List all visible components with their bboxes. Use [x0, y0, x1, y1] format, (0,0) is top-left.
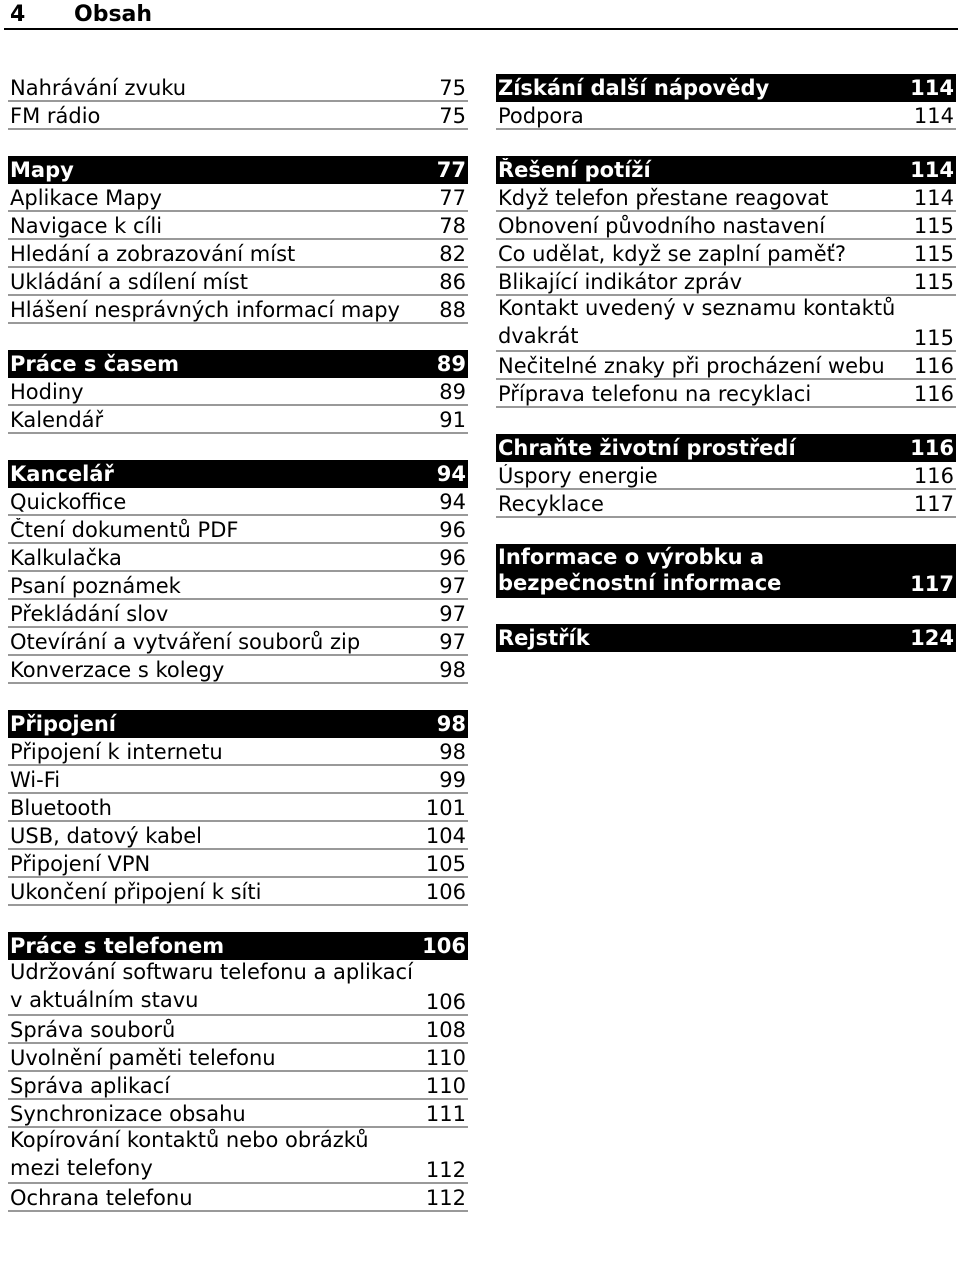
toc-entry-label: Udržování softwaru telefonu a aplikací v aktuálním stavu: [10, 960, 413, 1012]
toc-entry-page: 89: [439, 380, 466, 404]
toc-section-heading-label: Práce s telefonem: [10, 934, 225, 958]
toc-entry[interactable]: [496, 240, 956, 268]
toc-entry[interactable]: [8, 184, 468, 212]
toc-entry-page: 75: [439, 76, 466, 100]
toc-entry[interactable]: [8, 544, 468, 572]
toc-entry-page: 116: [913, 354, 954, 378]
toc-entry-page: 112: [425, 1158, 466, 1182]
toc-section-heading-page: 77: [436, 158, 466, 182]
toc-entry[interactable]: [496, 184, 956, 212]
toc-entry-label: Co udělat, když se zaplní paměť?: [498, 242, 847, 266]
toc-entry-page: 97: [439, 602, 466, 626]
toc-section: [496, 544, 956, 598]
toc-entry[interactable]: [496, 490, 956, 518]
toc-entry-page: 117: [913, 492, 954, 516]
toc-entry[interactable]: [8, 488, 468, 516]
toc-entry[interactable]: [496, 296, 956, 352]
toc-section-heading[interactable]: [496, 156, 956, 184]
toc-section-heading-label: Kancelář: [10, 462, 114, 486]
toc-section-heading-page: 98: [436, 712, 466, 736]
toc-entry-label: Recyklace: [498, 492, 604, 516]
toc-entry[interactable]: [8, 738, 468, 766]
toc-entry-page: 110: [425, 1046, 466, 1070]
toc-entry[interactable]: [8, 1016, 468, 1044]
toc-entry-label: Navigace k cíli: [10, 214, 163, 238]
toc-entry[interactable]: [8, 656, 468, 684]
toc-section: [8, 932, 468, 1212]
toc-entry-page: 88: [439, 298, 466, 322]
toc-entry-page: 115: [913, 214, 954, 238]
toc-section-heading[interactable]: [8, 350, 468, 378]
toc-entry-label: Aplikace Mapy: [10, 186, 162, 210]
toc-entry-page: 114: [913, 104, 954, 128]
toc-entry-page: 77: [439, 186, 466, 210]
toc-entry[interactable]: [8, 406, 468, 434]
toc-section-heading-page: 117: [910, 572, 954, 596]
toc-entry[interactable]: [8, 766, 468, 794]
toc-entry[interactable]: [8, 378, 468, 406]
toc-entry[interactable]: [8, 1072, 468, 1100]
toc-section-heading[interactable]: [496, 74, 956, 102]
toc-entry-label: Podpora: [498, 104, 584, 128]
toc-section-heading[interactable]: [8, 932, 468, 960]
toc-section-heading-page: 114: [910, 76, 954, 100]
page-title: Obsah: [74, 2, 153, 27]
toc-section-heading-label: Informace o výrobku a bezpečnostní informace: [498, 545, 782, 595]
toc-entry-label: Konverzace s kolegy: [10, 658, 225, 682]
toc-section-heading[interactable]: [8, 460, 468, 488]
toc-entry-label: Synchronizace obsahu: [10, 1102, 246, 1126]
toc-entry-page: 105: [425, 852, 466, 876]
toc-entry-label: Připojení VPN: [10, 852, 151, 876]
page-header: [4, 0, 958, 30]
toc-entry-page: 97: [439, 574, 466, 598]
toc-entry-page: 106: [425, 880, 466, 904]
toc-entry-label: Hodiny: [10, 380, 84, 404]
toc-entry-page: 116: [913, 464, 954, 488]
toc-section-heading[interactable]: [496, 544, 956, 598]
toc-entry[interactable]: [496, 212, 956, 240]
toc-section-heading-page: 116: [910, 436, 954, 460]
toc-entry[interactable]: [8, 822, 468, 850]
toc-entry-label: Uvolnění paměti telefonu: [10, 1046, 276, 1070]
toc-entry-page: 116: [913, 382, 954, 406]
toc-entry-page: 115: [913, 326, 954, 350]
toc-section-heading[interactable]: [496, 624, 956, 652]
toc-entry[interactable]: [8, 240, 468, 268]
toc-section-heading-label: Získání další nápovědy: [498, 76, 770, 100]
toc-right-column: [496, 74, 956, 678]
toc-entry[interactable]: [8, 572, 468, 600]
toc-entry[interactable]: [8, 960, 468, 1016]
toc-section-heading[interactable]: [8, 156, 468, 184]
toc-entry-label: Nahrávání zvuku: [10, 76, 187, 100]
toc-entry-page: 114: [913, 186, 954, 210]
toc-entry-page: 91: [439, 408, 466, 432]
toc-entry-label: Nečitelné znaky při procházení webu: [498, 354, 885, 378]
toc-entry-label: Ukončení připojení k síti: [10, 880, 262, 904]
toc-section: [8, 460, 468, 684]
toc-left-column: [8, 74, 468, 1238]
toc-section-heading-label: Rejstřík: [498, 626, 590, 650]
toc-entry[interactable]: [496, 268, 956, 296]
toc-entry[interactable]: [8, 794, 468, 822]
toc-entry-label: FM rádio: [10, 104, 101, 128]
toc-entry-label: Bluetooth: [10, 796, 112, 820]
toc-entry[interactable]: [496, 102, 956, 130]
toc-entry-page: 86: [439, 270, 466, 294]
toc-entry-page: 82: [439, 242, 466, 266]
toc-entry-label: Quickoffice: [10, 490, 127, 514]
toc-entry-label: Ochrana telefonu: [10, 1186, 193, 1210]
toc-section-heading-page: 89: [436, 352, 466, 376]
toc-entry[interactable]: [8, 1184, 468, 1212]
toc-entry-label: Psaní poznámek: [10, 574, 181, 598]
toc-entry-label: Příprava telefonu na recyklaci: [498, 382, 812, 406]
toc-entry-label: USB, datový kabel: [10, 824, 203, 848]
toc-entry-label: Když telefon přestane reagovat: [498, 186, 829, 210]
toc-entry-label: Připojení k internetu: [10, 740, 223, 764]
toc-entry[interactable]: [8, 268, 468, 296]
toc-entry-label: Wi-Fi: [10, 768, 61, 792]
toc-section-heading-page: 124: [910, 626, 954, 650]
toc-entry-page: 110: [425, 1074, 466, 1098]
toc-entry-label: Obnovení původního nastavení: [498, 214, 826, 238]
toc-entry-label: Čtení dokumentů PDF: [10, 518, 239, 542]
toc-section: [496, 156, 956, 408]
toc-entry-page: 111: [425, 1102, 466, 1126]
toc-section-heading-page: 94: [436, 462, 466, 486]
toc-entry-label: Blikající indikátor zpráv: [498, 270, 743, 294]
toc-entry-label: Ukládání a sdílení míst: [10, 270, 248, 294]
toc-entry-label: Hlášení nesprávných informací mapy: [10, 298, 400, 322]
toc-section-heading-page: 106: [422, 934, 466, 958]
toc-entry[interactable]: [496, 380, 956, 408]
toc-entry[interactable]: [8, 74, 468, 102]
toc-section-heading-label: Práce s časem: [10, 352, 179, 376]
toc-entry-label: Překládání slov: [10, 602, 169, 626]
toc-entry-page: 115: [913, 270, 954, 294]
toc-entry-page: 99: [439, 768, 466, 792]
toc-entry-page: 97: [439, 630, 466, 654]
toc-section: [8, 710, 468, 906]
toc-entry-page: 98: [439, 740, 466, 764]
toc-section-heading-label: Připojení: [10, 712, 116, 736]
toc-section-heading-label: Mapy: [10, 158, 74, 182]
toc-entry[interactable]: [8, 1100, 468, 1128]
toc-entry-page: 78: [439, 214, 466, 238]
toc-entry[interactable]: [8, 628, 468, 656]
toc-entry-page: 108: [425, 1018, 466, 1042]
toc-entry-label: Kalkulačka: [10, 546, 122, 570]
toc-section: [496, 74, 956, 130]
toc-entry[interactable]: [8, 296, 468, 324]
toc-entry-page: 75: [439, 104, 466, 128]
toc-section-heading[interactable]: [496, 434, 956, 462]
toc-entry[interactable]: [8, 516, 468, 544]
toc-entry-label: Hledání a zobrazování míst: [10, 242, 296, 266]
toc-entry-page: 106: [425, 990, 466, 1014]
toc-entry-label: Kontakt uvedený v seznamu kontaktů dvakrát: [498, 296, 896, 348]
toc-entry-label: Úspory energie: [498, 464, 658, 488]
toc-section-heading-label: Řešení potíží: [498, 158, 651, 182]
toc-section: [8, 74, 468, 130]
toc-entry-page: 94: [439, 490, 466, 514]
toc-entry[interactable]: [496, 462, 956, 490]
toc-entry-page: 112: [425, 1186, 466, 1210]
toc-entry[interactable]: [8, 212, 468, 240]
toc-entry-label: Otevírání a vytváření souborů zip: [10, 630, 361, 654]
toc-section: [8, 156, 468, 324]
toc-entry-label: Kopírování kontaktů nebo obrázků mezi telefony: [10, 1128, 369, 1180]
toc-entry[interactable]: [8, 1128, 468, 1184]
page-number: 4: [10, 2, 26, 27]
toc-entry-page: 98: [439, 658, 466, 682]
toc-entry[interactable]: [8, 878, 468, 906]
toc-entry[interactable]: [8, 102, 468, 130]
toc-entry[interactable]: [8, 600, 468, 628]
toc-entry-page: 115: [913, 242, 954, 266]
toc-entry-page: 101: [425, 796, 466, 820]
toc-entry[interactable]: [8, 850, 468, 878]
toc-section-heading[interactable]: [8, 710, 468, 738]
toc-entry-page: 96: [439, 546, 466, 570]
toc-entry[interactable]: [496, 352, 956, 380]
toc-entry-page: 104: [425, 824, 466, 848]
toc-section: [496, 434, 956, 518]
toc-entry-label: Správa souborů: [10, 1018, 176, 1042]
toc-section-heading-label: Chraňte životní prostředí: [498, 436, 796, 460]
toc-entry-label: Kalendář: [10, 408, 104, 432]
toc-section: [496, 624, 956, 652]
toc-entry-page: 96: [439, 518, 466, 542]
toc-section-heading-page: 114: [910, 158, 954, 182]
toc-section: [8, 350, 468, 434]
toc-entry[interactable]: [8, 1044, 468, 1072]
toc-entry-label: Správa aplikací: [10, 1074, 171, 1098]
